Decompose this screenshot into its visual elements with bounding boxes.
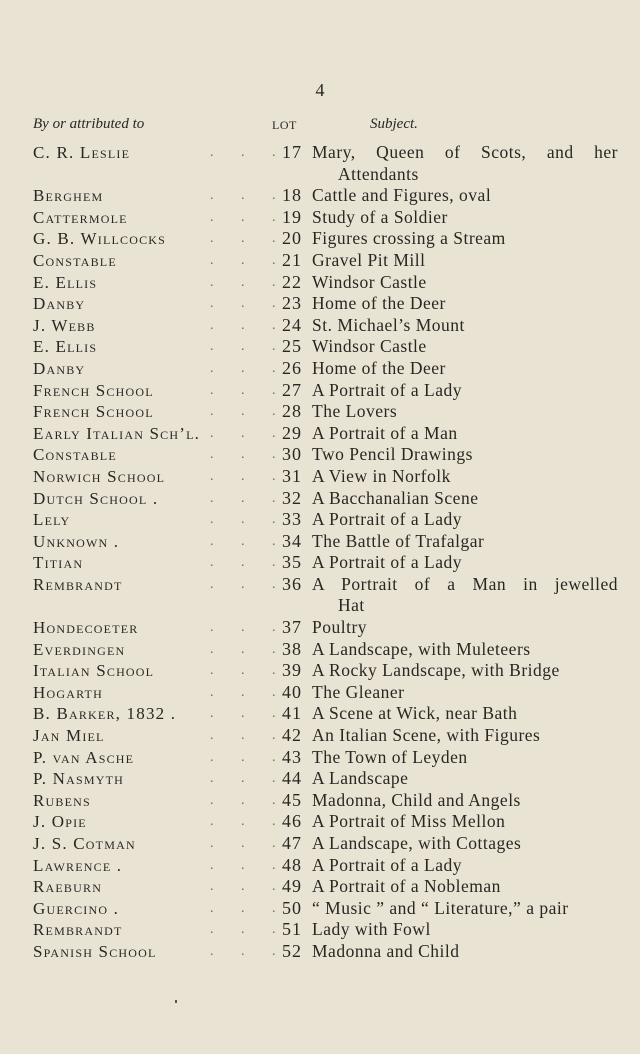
leader-dots: . . . — [210, 576, 288, 592]
lot-number: 23 — [282, 293, 302, 314]
artist-name: P. van Asche — [33, 747, 135, 767]
catalogue-entry — [0, 380, 640, 402]
subject-title: Windsor Castle — [312, 336, 427, 357]
lot-number: 39 — [282, 660, 302, 681]
artist-name: Constable — [33, 250, 117, 270]
catalogue-entry — [0, 293, 640, 315]
leader-dots: . . . — [210, 145, 288, 160]
subject-title: A Portrait of a Lady — [312, 509, 462, 530]
leader-dots: . . . — [210, 792, 288, 808]
leader-dots: . . . — [210, 188, 288, 204]
leader-dots: . . . — [210, 684, 288, 700]
catalogue-entry — [0, 833, 640, 855]
subject-title: Madonna and Child — [312, 940, 460, 961]
catalogue-list — [0, 142, 640, 963]
artist-name: E. Ellis — [33, 272, 98, 292]
subject-title: Mary, Queen of Scots, and her Attendants — [312, 142, 618, 184]
subject-title: The Battle of Trafalgar — [312, 530, 485, 551]
leader-dots: . . . — [210, 447, 288, 463]
artist-name: Unknown . — [33, 531, 120, 551]
leader-dots: . . . — [210, 879, 288, 895]
catalogue-entry — [0, 725, 640, 747]
artist-name: Danby — [33, 294, 86, 314]
leader-dots: . . . — [210, 404, 288, 420]
artist-name: Cattermole — [33, 207, 128, 227]
subject-title: A Rocky Landscape, with Bridge — [312, 660, 560, 681]
page-number: 4 — [315, 80, 325, 100]
artist-name: Everdingen — [33, 639, 126, 659]
leader-dots: . . . — [210, 490, 288, 506]
lot-number: 48 — [282, 854, 302, 875]
lot-number: 45 — [282, 789, 302, 810]
leader-dots: . . . — [210, 749, 288, 765]
ink-speck — [175, 1000, 177, 1003]
artist-name: Norwich School — [33, 466, 166, 486]
catalogue-entry — [0, 768, 640, 790]
leader-dots: . . . — [210, 274, 288, 290]
lot-number: 43 — [282, 746, 302, 767]
catalogue-entry — [0, 250, 640, 272]
leader-dots: . . . — [210, 555, 288, 571]
artist-name: Guercino . — [33, 898, 120, 918]
leader-dots: . . . — [210, 252, 288, 268]
subject-title: A Landscape, with Muleteers — [312, 638, 531, 659]
artist-name: Spanish School — [33, 941, 157, 961]
subject-column-header: Subject. — [370, 116, 418, 132]
artist-name: J. Opie — [33, 812, 87, 832]
lot-number: 24 — [282, 314, 302, 335]
leader-dots: . . . — [210, 620, 288, 636]
subject-title: A Scene at Wick, near Bath — [312, 703, 518, 724]
lot-number: 28 — [282, 401, 302, 422]
catalogue-entry — [0, 898, 640, 920]
lot-number: 52 — [282, 940, 302, 961]
lot-number: 19 — [282, 206, 302, 227]
leader-dots: . . . — [210, 231, 288, 247]
catalogue-entry — [0, 855, 640, 877]
lot-number: 22 — [282, 271, 302, 292]
leader-dots: . . . — [210, 728, 288, 744]
catalogue-entry — [0, 811, 640, 833]
artist-name: P. Nasmyth — [33, 769, 125, 789]
subject-title: Cattle and Figures, oval — [312, 185, 492, 206]
leader-dots: . . . — [210, 706, 288, 722]
leader-dots: . . . — [210, 922, 288, 938]
lot-number: 49 — [282, 876, 302, 897]
subject-title: Gravel Pit Mill — [312, 249, 426, 270]
lot-number: 36 — [282, 573, 302, 594]
leader-dots: . . . — [210, 814, 288, 830]
artist-name: Rembrandt — [33, 920, 123, 940]
catalogue-entry — [0, 703, 640, 725]
artist-name: French School — [33, 380, 154, 400]
subject-title: A View in Norfolk — [312, 465, 451, 486]
subject-title: Study of a Soldier — [312, 206, 448, 227]
artist-name: Danby — [33, 358, 86, 378]
lot-number: 47 — [282, 833, 302, 853]
catalogue-entry — [0, 531, 640, 553]
lot-number: 25 — [282, 336, 302, 357]
subject-title: Windsor Castle — [312, 271, 427, 292]
subject-title: A Portrait of a Lady — [312, 854, 462, 875]
catalogue-entry — [0, 574, 640, 617]
lot-number: 41 — [282, 703, 302, 724]
artist-name: Hondecoeter — [33, 618, 139, 638]
catalogue-entry — [0, 466, 640, 488]
artist-name: Hogarth — [33, 682, 103, 702]
leader-dots: . . . — [210, 209, 288, 225]
artist-name: Lely — [33, 510, 71, 530]
lot-number: 27 — [282, 379, 302, 400]
subject-title: Figures crossing a Stream — [312, 228, 506, 249]
lot-number: 37 — [282, 617, 302, 638]
subject-title: St. Michael’s Mount — [312, 314, 465, 335]
subject-title: An Italian Scene, with Figures — [312, 725, 541, 746]
lot-number: 51 — [282, 919, 302, 940]
leader-dots: . . . — [210, 943, 288, 959]
lot-number: 21 — [282, 249, 302, 270]
artist-name: Rembrandt — [33, 574, 123, 594]
catalogue-entry — [0, 228, 640, 250]
leader-dots: . . . — [210, 360, 288, 376]
catalogue-entry — [0, 142, 640, 185]
catalogue-entry — [0, 423, 640, 445]
lot-number: 40 — [282, 681, 302, 702]
lot-number: 42 — [282, 725, 302, 746]
artist-name: C. R. Leslie — [33, 143, 131, 162]
lot-number: 20 — [282, 228, 302, 249]
leader-dots: . . . — [210, 317, 288, 333]
lot-number: 18 — [282, 185, 302, 206]
subject-title: A Portrait of a Nobleman — [312, 876, 501, 897]
catalogue-entry — [0, 790, 640, 812]
subject-title: A Portrait of a Man in jewelled Hat — [312, 573, 618, 616]
leader-dots: . . . — [210, 533, 288, 549]
catalogue-entry — [0, 272, 640, 294]
lot-number: 44 — [282, 768, 302, 789]
catalogue-entry — [0, 444, 640, 466]
lot-number: 30 — [282, 444, 302, 465]
catalogue-entry — [0, 552, 640, 574]
subject-title: The Gleaner — [312, 681, 405, 702]
artist-name: Titian — [33, 553, 84, 573]
lot-number: 31 — [282, 465, 302, 486]
catalogue-entry — [0, 617, 640, 639]
lot-column-header: LOT — [272, 118, 297, 132]
artist-name: Dutch School . — [33, 488, 159, 508]
catalogue-entry — [0, 336, 640, 358]
catalogue-entry — [0, 660, 640, 682]
lot-number: 32 — [282, 487, 302, 508]
leader-dots: . . . — [210, 900, 288, 916]
subject-title: Lady with Fowl — [312, 919, 431, 940]
catalogue-entry — [0, 315, 640, 337]
subject-title: A Landscape — [312, 768, 409, 789]
leader-dots: . . . — [210, 641, 288, 657]
leader-dots: . . . — [210, 296, 288, 312]
artist-name: Italian School — [33, 661, 155, 681]
subject-title: A Portrait of a Lady — [312, 552, 462, 573]
subject-title: The Town of Leyden — [312, 746, 468, 767]
leader-dots: . . . — [210, 857, 288, 873]
subject-title: Home of the Deer — [312, 293, 446, 314]
lot-number: 34 — [282, 530, 302, 551]
artist-name: E. Ellis — [33, 337, 98, 357]
leader-dots: . . . — [210, 771, 288, 787]
catalogue-entry — [0, 358, 640, 380]
artist-name: Jan Miel — [33, 726, 105, 746]
lot-number: 50 — [282, 897, 302, 918]
catalogue-entry — [0, 185, 640, 207]
subject-title: Poultry — [312, 617, 368, 638]
subject-title: The Lovers — [312, 401, 398, 422]
leader-dots: . . . — [210, 425, 288, 441]
artist-name: Berghem — [33, 186, 104, 206]
subject-title: Madonna, Child and Angels — [312, 789, 521, 810]
leader-dots: . . . — [210, 836, 288, 851]
catalogue-entry — [0, 941, 640, 963]
artist-name: Constable — [33, 445, 117, 465]
subject-title: “ Music ” and “ Literature,” a pair — [312, 897, 569, 918]
artist-name: Early Italian Sch’l. — [33, 423, 201, 443]
leader-dots: . . . — [210, 663, 288, 679]
catalogue-entry — [0, 747, 640, 769]
lot-number: 33 — [282, 509, 302, 530]
subject-title: Two Pencil Drawings — [312, 444, 473, 465]
lot-number: 35 — [282, 552, 302, 573]
catalogue-entry — [0, 207, 640, 229]
lot-number: 17 — [282, 142, 302, 162]
subject-title: A Portrait of Miss Mellon — [312, 811, 506, 832]
leader-dots: . . . — [210, 468, 288, 484]
subject-title: A Portrait of a Lady — [312, 379, 462, 400]
artist-name: J. S. Cotman — [33, 834, 136, 853]
lot-number: 38 — [282, 638, 302, 659]
subject-title: Home of the Deer — [312, 357, 446, 378]
subject-title: A Portrait of a Man — [312, 422, 458, 443]
leader-dots: . . . — [210, 512, 288, 528]
lot-number: 46 — [282, 811, 302, 832]
artist-name: Rubens — [33, 790, 91, 810]
subject-title: A Landscape, with Cottages — [312, 833, 522, 853]
catalogue-entry — [0, 488, 640, 510]
artist-name: French School — [33, 402, 154, 422]
artist-name: Raeburn — [33, 877, 103, 897]
artist-name: J. Webb — [33, 315, 96, 335]
lot-number: 29 — [282, 422, 302, 443]
catalogue-entry — [0, 682, 640, 704]
artist-column-header: By or attributed to — [33, 116, 145, 132]
leader-dots: . . . — [210, 382, 288, 398]
subject-title: A Bacchanalian Scene — [312, 487, 479, 508]
lot-number: 26 — [282, 357, 302, 378]
column-headers — [0, 116, 640, 138]
artist-name: Lawrence . — [33, 855, 123, 875]
catalogue-entry — [0, 876, 640, 898]
artist-name: G. B. Willcocks — [33, 229, 167, 249]
artist-name: B. Barker, 1832 . — [33, 704, 177, 724]
leader-dots: . . . — [210, 339, 288, 355]
catalogue-entry — [0, 401, 640, 423]
catalogue-entry — [0, 639, 640, 661]
catalogue-entry — [0, 509, 640, 531]
catalogue-entry — [0, 919, 640, 941]
